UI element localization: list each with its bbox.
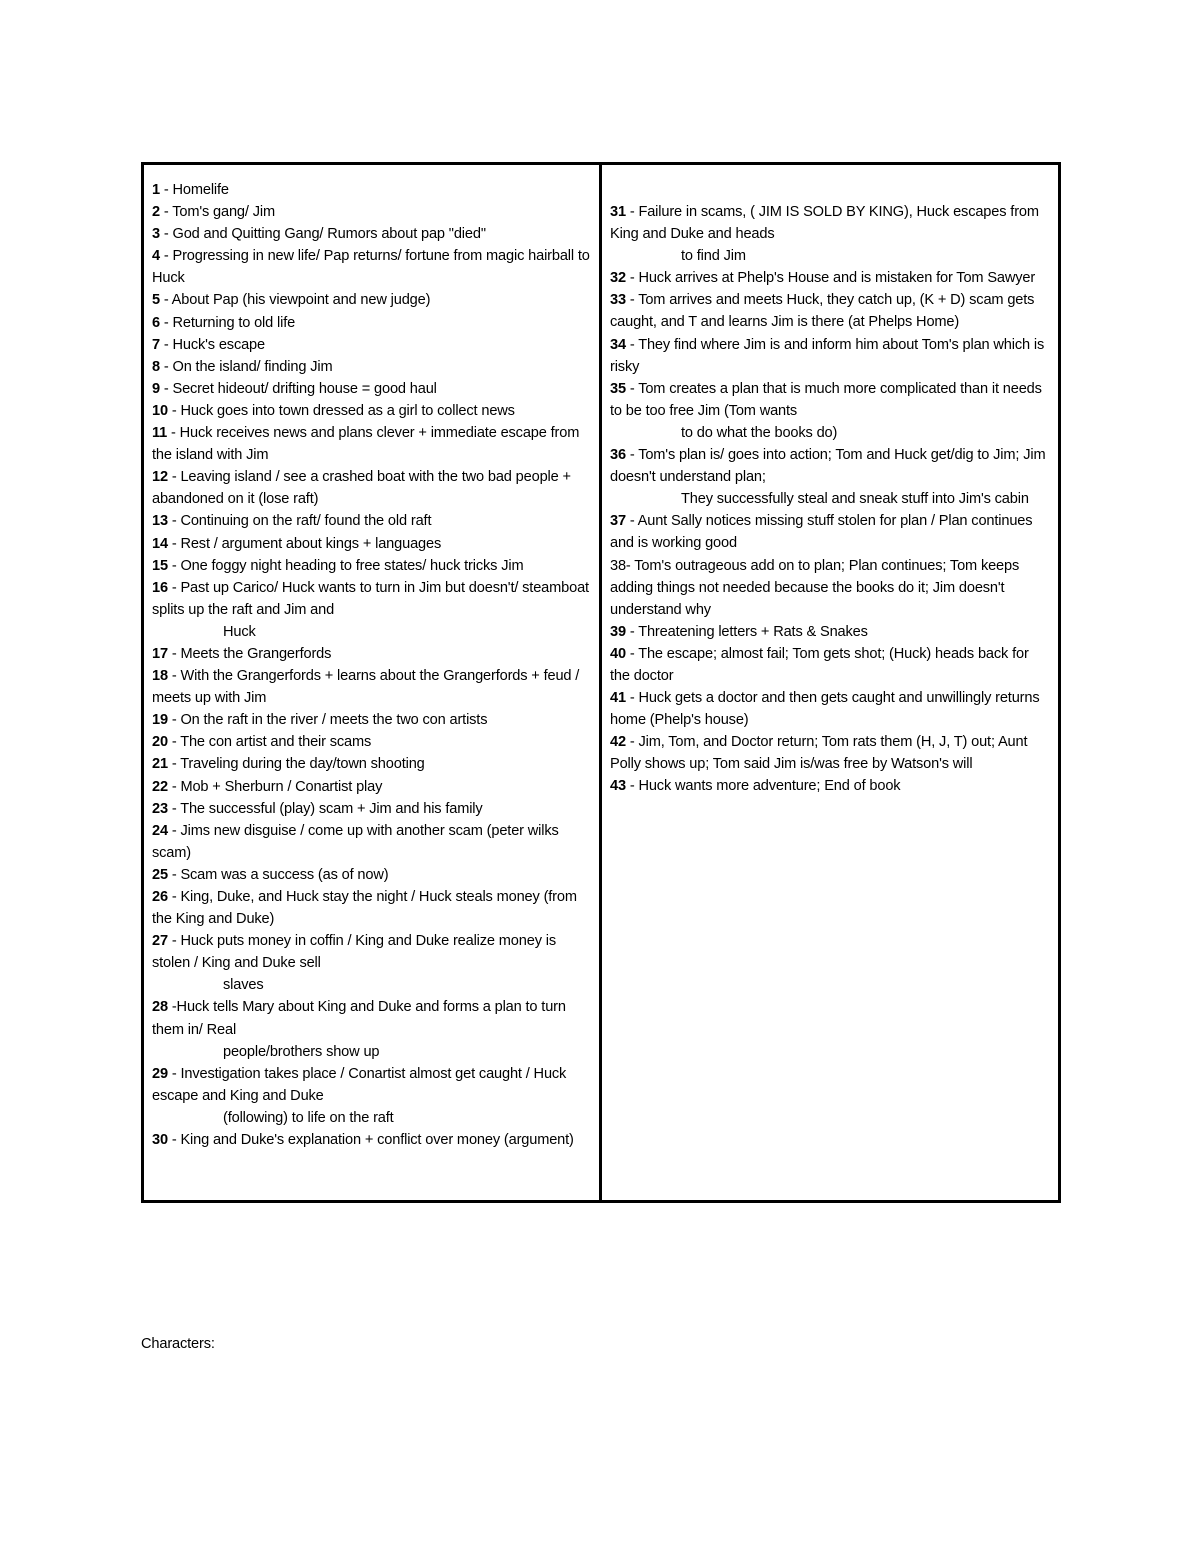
chapter-number: 39 — [610, 623, 626, 640]
chapter-number: 16 — [152, 579, 168, 596]
chapter-summary-text: 38- Tom's outrageous add on to plan; Plan continues; Tom keeps adding things not needed because the books do it; Jim doesn't understand why — [610, 557, 1020, 618]
chapter-summary-text: - About Pap (his viewpoint and new judge) — [159, 292, 431, 309]
chapter-number: 37 — [610, 513, 626, 530]
chapter-number: 36 — [610, 447, 626, 464]
chapter-number: 12 — [152, 469, 168, 486]
chapter-number: 6 — [152, 314, 160, 331]
chapter-entry — [152, 753, 591, 775]
chapter-summary-text: - Tom's gang/ Jim — [159, 204, 275, 221]
chapter-summary-continuation: people/brothers show up — [223, 1043, 380, 1060]
chapter-entry — [152, 820, 591, 864]
chapter-entry — [152, 466, 591, 510]
chapter-summary-text: - The con artist and their scams — [167, 734, 372, 751]
chapter-entry — [610, 267, 1050, 289]
chapter-summary-text: - Threatening letters + Rats & Snakes — [625, 623, 868, 640]
chapter-entry — [152, 289, 591, 311]
chapter-summary-text: - King, Duke, and Huck stay the night / Huck steals money (from the King and Duke) — [152, 889, 577, 928]
chapter-entry — [610, 334, 1050, 378]
chapter-summary-text: - Huck goes into town dressed as a girl to collect news — [167, 402, 515, 419]
chapter-summary-text: - With the Grangerfords + learns about the Grangerfords + feud / meets up with Jim — [152, 668, 580, 707]
chapter-entry — [152, 555, 591, 577]
chapter-number: 23 — [152, 800, 168, 817]
chapter-number: 42 — [610, 734, 626, 751]
chapter-summary-text: - Huck puts money in coffin / King and Duke realize money is stolen / King and Duke sell — [152, 933, 556, 972]
chapter-entry — [152, 996, 591, 1062]
chapter-entry — [610, 687, 1050, 731]
chapter-number: 29 — [152, 1065, 168, 1082]
chapter-summary-text: - Jim, Tom, and Doctor return; Tom rats them (H, J, T) out; Aunt Polly shows up; Tom said Jim is/was free by Watson's will — [610, 734, 1028, 773]
chapter-summary-text: - Tom creates a plan that is much more complicated than it needs to be too free Jim (Tom wants — [610, 380, 1042, 419]
chapter-summary-text: - The successful (play) scam + Jim and his family — [167, 800, 483, 817]
chapter-number: 22 — [152, 778, 168, 795]
chapter-number: 34 — [610, 336, 626, 353]
chapter-summary-text: - Scam was a success (as of now) — [167, 866, 389, 883]
chapter-summary-text: - On the island/ finding Jim — [159, 358, 333, 375]
chapter-number: 8 — [152, 358, 160, 375]
chapter-entry — [610, 643, 1050, 687]
chapter-summary-text: - Investigation takes place / Conartist almost get caught / Huck escape and King and Duke — [152, 1065, 567, 1104]
chapter-entry — [152, 1129, 591, 1151]
chapter-entry — [610, 201, 1050, 267]
chapter-summary-text: - Jims new disguise / come up with another scam (peter wilks scam) — [152, 822, 559, 861]
chapter-entry — [152, 400, 591, 422]
chapter-number: 25 — [152, 866, 168, 883]
chapter-number: 4 — [152, 248, 160, 265]
chapter-entry — [610, 555, 1050, 621]
chapter-entry — [152, 201, 591, 223]
chapter-number: 20 — [152, 734, 168, 751]
chapter-number: 5 — [152, 292, 160, 309]
chapter-summary-continuation: to do what the books do) — [681, 424, 838, 441]
chapter-summary-text: - Tom arrives and meets Huck, they catch up, (K + D) scam gets caught, and T and learns Jim is there (at Phelps Home) — [610, 292, 1035, 331]
chapter-entry — [152, 643, 591, 665]
chapter-number: 28 — [152, 999, 168, 1016]
chapter-entry — [610, 621, 1050, 643]
chapter-number: 40 — [610, 645, 626, 662]
chapter-number: 32 — [610, 270, 626, 287]
chapter-number: 14 — [152, 535, 168, 552]
chapter-summary-text: - Returning to old life — [159, 314, 296, 331]
chapter-entry — [152, 334, 591, 356]
chapter-entry — [610, 775, 1050, 797]
chapter-entry — [152, 533, 591, 555]
chapter-number: 2 — [152, 204, 160, 221]
chapter-summary-text: - The escape; almost fail; Tom gets shot; (Huck) heads back for the doctor — [610, 645, 1029, 684]
chapter-number: 31 — [610, 204, 626, 220]
chapter-number: 27 — [152, 933, 168, 950]
chapter-summary-text: - God and Quitting Gang/ Rumors about pap "died" — [159, 226, 486, 243]
chapter-summary-text: - Huck wants more adventure; End of book — [625, 778, 901, 795]
chapter-entry — [152, 356, 591, 378]
chapter-summary-text: - Secret hideout/ drifting house = good haul — [159, 380, 437, 397]
chapter-summary-text: - King and Duke's explanation + conflict over money (argument) — [167, 1132, 574, 1149]
chapter-summary-table — [141, 162, 1061, 1203]
chapter-entry — [152, 179, 591, 201]
chapter-entry — [152, 223, 591, 245]
chapter-entry — [152, 422, 591, 466]
chapter-number: 24 — [152, 822, 168, 839]
chapter-summary-text: - Huck's escape — [159, 336, 265, 353]
chapter-summary-text: - On the raft in the river / meets the two con artists — [167, 712, 488, 729]
chapter-entry — [152, 709, 591, 731]
chapter-summary-text: - Huck arrives at Phelp's House and is mistaken for Tom Sawyer — [625, 270, 1036, 287]
chapter-entry — [152, 864, 591, 886]
chapter-entry — [610, 510, 1050, 554]
chapter-number: 7 — [152, 336, 160, 353]
chapter-summary-continuation: to find Jim — [681, 248, 746, 265]
chapter-entry — [152, 776, 591, 798]
chapter-summary-text: - Mob + Sherburn / Conartist play — [167, 778, 383, 795]
chapter-summary-continuation: Huck — [223, 623, 256, 640]
chapters-left-column — [144, 165, 602, 1200]
chapter-summary-text: - One foggy night heading to free states/ huck tricks Jim — [167, 557, 524, 574]
chapter-entry — [152, 378, 591, 400]
chapter-entry — [610, 444, 1050, 510]
chapter-summary-text: - Huck gets a doctor and then gets caught and unwillingly returns home (Phelp's house) — [610, 690, 1040, 729]
chapter-summary-text: - Failure in scams, ( JIM IS SOLD BY KING), Huck escapes from King and Duke and heads — [610, 204, 1039, 243]
chapter-summary-text: - Homelife — [159, 182, 229, 198]
chapter-entry — [152, 577, 591, 643]
chapter-summary-text: - Progressing in new life/ Pap returns/ fortune from magic hairball to Huck — [152, 248, 590, 287]
chapter-entry — [610, 378, 1050, 444]
chapter-entry — [152, 731, 591, 753]
chapter-number: 33 — [610, 292, 626, 309]
chapter-entry — [152, 930, 591, 996]
chapter-summary-text: - They find where Jim is and inform him about Tom's plan which is risky — [610, 336, 1045, 375]
chapter-number: 19 — [152, 712, 168, 729]
chapter-summary-continuation: They successfully steal and sneak stuff into Jim's cabin — [681, 491, 1029, 508]
chapter-number: 11 — [152, 425, 168, 442]
chapter-summary-text: - Continuing on the raft/ found the old raft — [167, 513, 432, 530]
chapter-entry — [152, 798, 591, 820]
chapter-number: 10 — [152, 402, 168, 419]
chapter-entry — [152, 665, 591, 709]
chapter-summary-text: - Aunt Sally notices missing stuff stolen for plan / Plan continues and is working good — [610, 513, 1033, 552]
chapter-number: 41 — [610, 690, 626, 707]
characters-heading: Characters: — [141, 1336, 215, 1352]
chapter-number: 15 — [152, 557, 168, 574]
chapter-number: 1 — [152, 182, 160, 198]
chapter-entry — [152, 245, 591, 289]
chapter-number: 13 — [152, 513, 168, 530]
chapter-entry — [610, 289, 1050, 333]
chapter-summary-text: - Traveling during the day/town shooting — [167, 756, 425, 773]
chapter-number: 3 — [152, 226, 160, 243]
chapter-summary-text: - Huck receives news and plans clever + immediate escape from the island with Jim — [152, 425, 580, 464]
chapter-number: 30 — [152, 1132, 168, 1149]
chapter-entry — [152, 886, 591, 930]
chapter-number: 26 — [152, 889, 168, 905]
chapter-entry — [610, 731, 1050, 775]
chapter-number: 17 — [152, 645, 168, 662]
chapter-number: 43 — [610, 778, 626, 795]
chapter-entry — [152, 312, 591, 334]
chapter-number: 9 — [152, 380, 160, 397]
chapter-summary-continuation: (following) to life on the raft — [223, 1109, 394, 1126]
chapter-number: 35 — [610, 380, 626, 397]
chapter-number: 21 — [152, 756, 168, 773]
chapter-summary-text: - Past up Carico/ Huck wants to turn in Jim but doesn't/ steamboat splits up the raft and Jim and — [152, 579, 589, 618]
chapter-summary-continuation: slaves — [223, 977, 264, 994]
chapter-summary-text: -Huck tells Mary about King and Duke and forms a plan to turn them in/ Real — [152, 999, 566, 1038]
chapter-summary-text: - Rest / argument about kings + languages — [167, 535, 442, 552]
chapter-entry — [152, 1063, 591, 1129]
chapter-summary-text: - Meets the Grangerfords — [167, 645, 332, 662]
chapter-number: 18 — [152, 668, 168, 685]
chapter-summary-text: - Tom's plan is/ goes into action; Tom and Huck get/dig to Jim; Jim doesn't understand plan; — [610, 447, 1046, 486]
chapters-right-column — [602, 165, 1058, 1200]
chapter-entry — [152, 510, 591, 532]
chapter-summary-text: - Leaving island / see a crashed boat with the two bad people + abandoned on it (lose raft) — [152, 469, 571, 508]
